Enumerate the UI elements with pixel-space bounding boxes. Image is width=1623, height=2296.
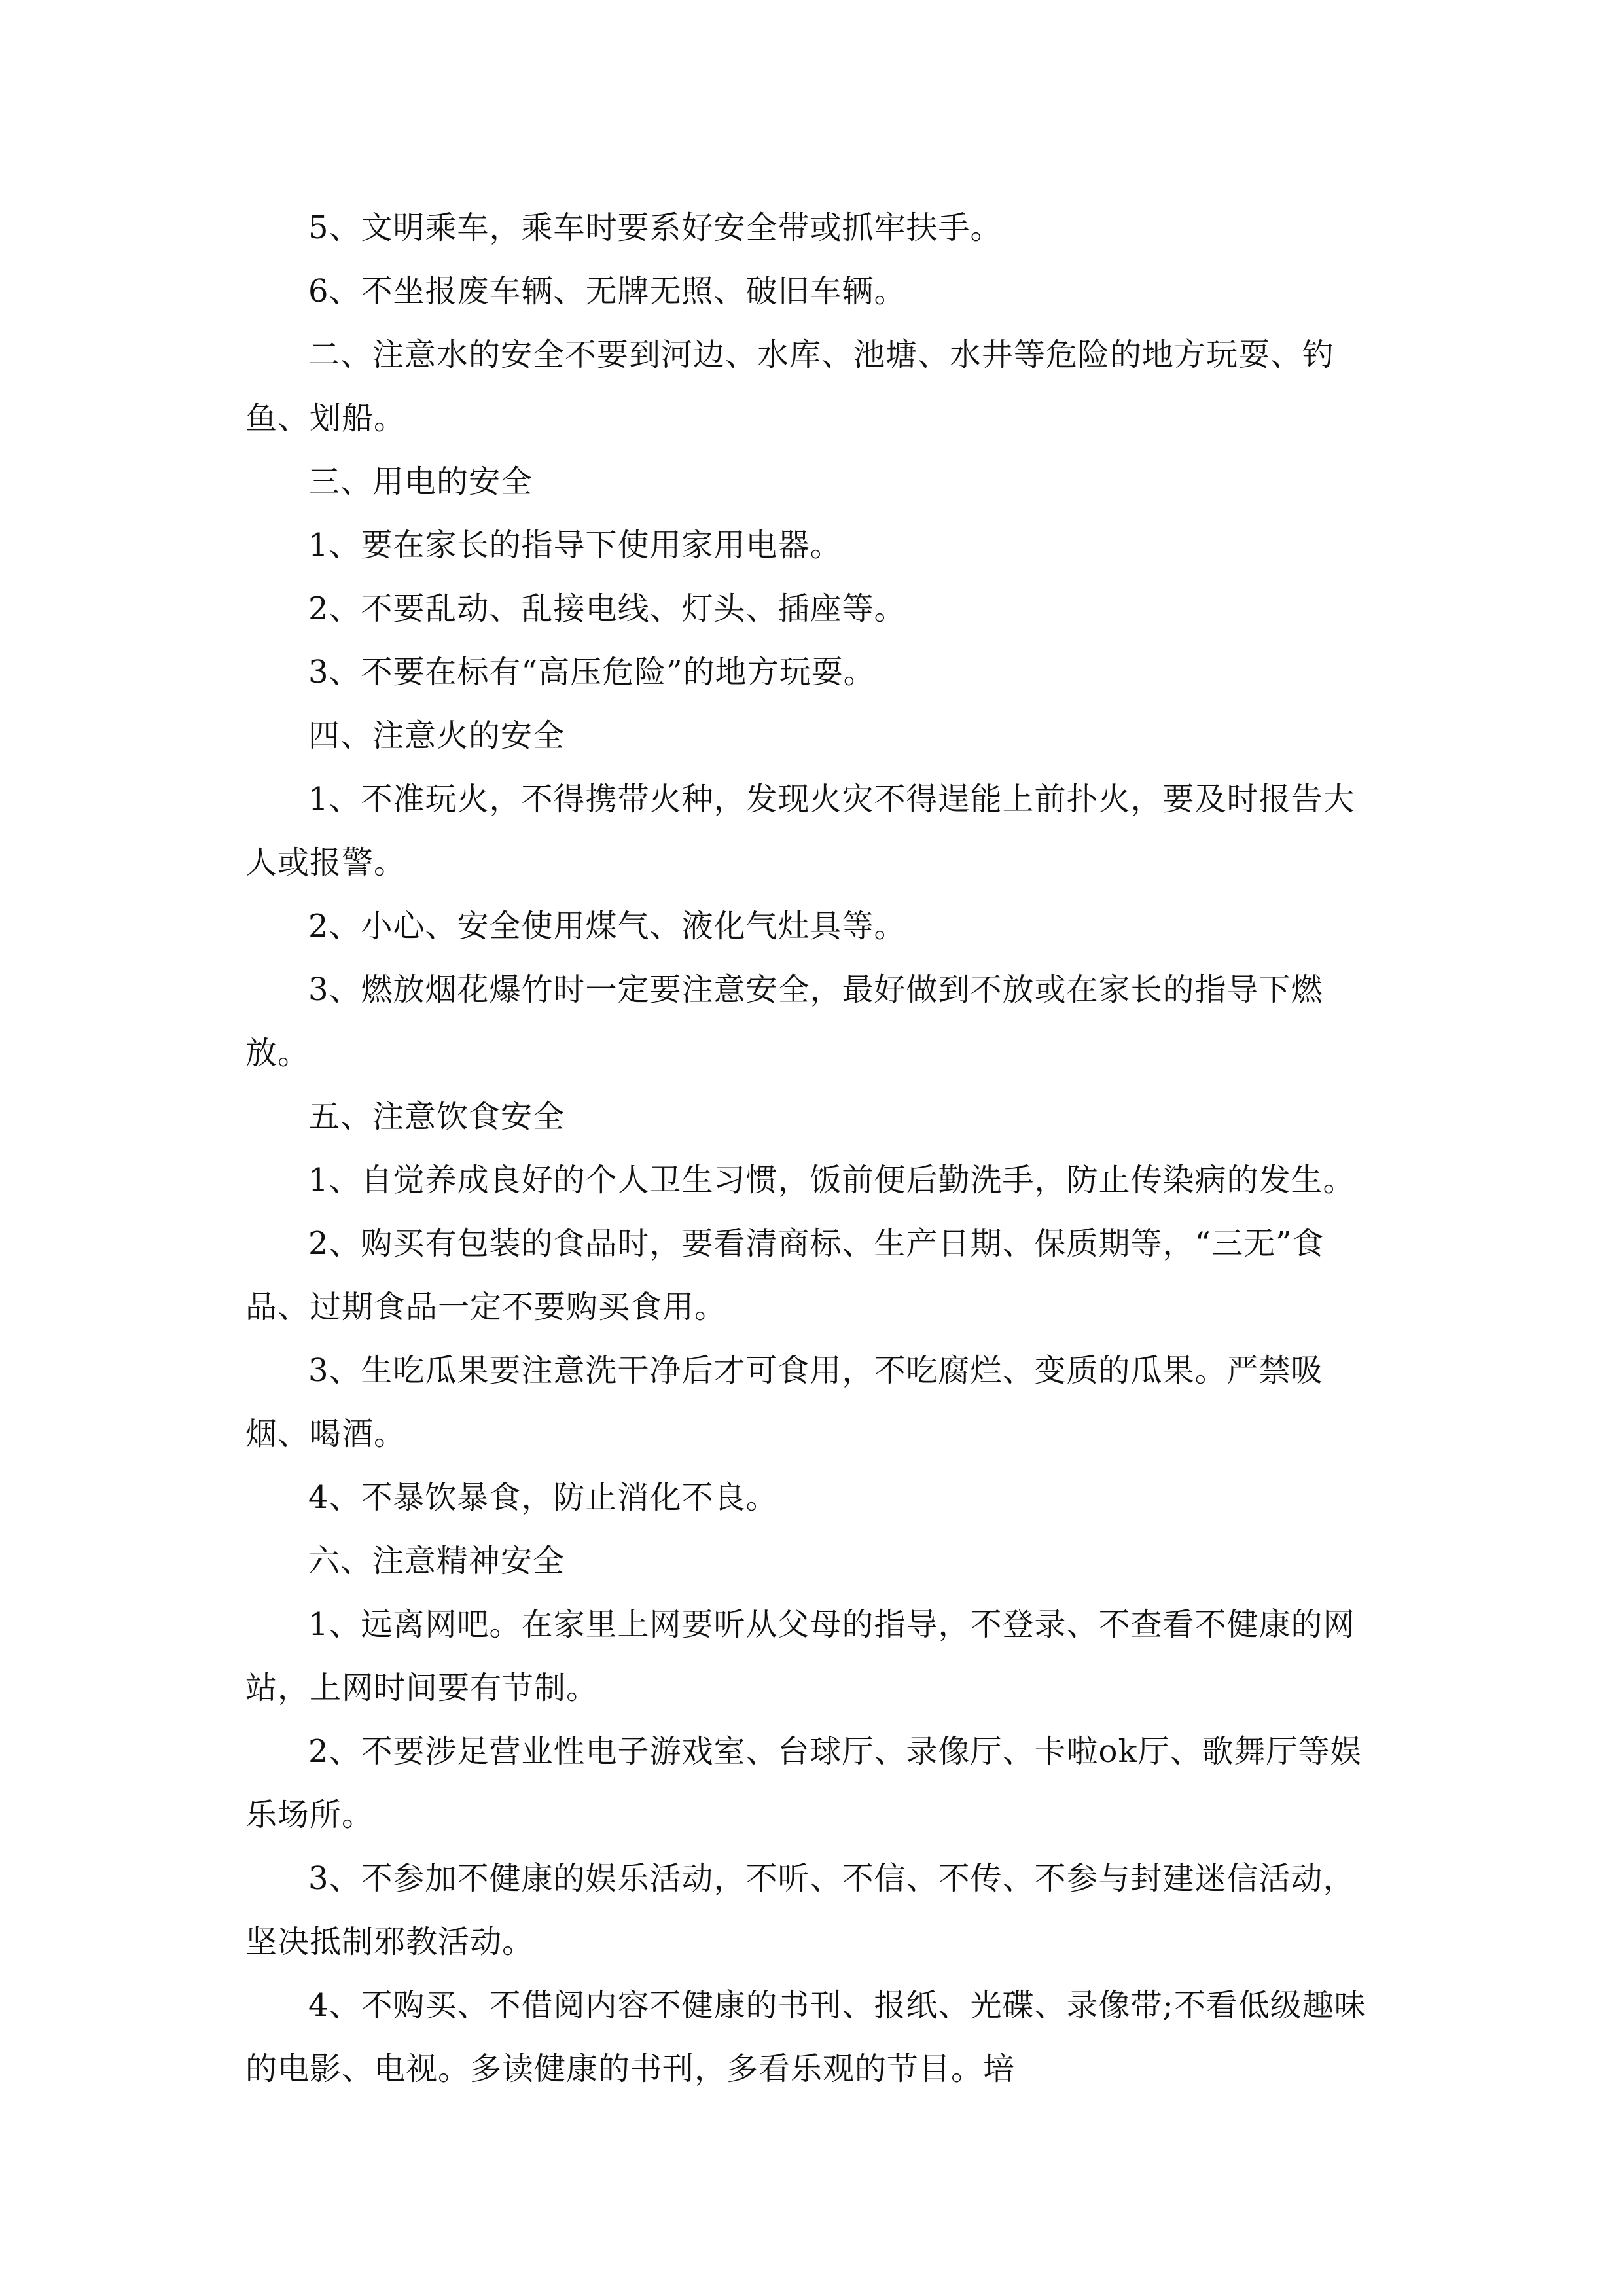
paragraph-food-2: 2、购买有包装的食品时，要看清商标、生产日期、保质期等，“三无”食品、过期食品一定不要购买食用。 — [245, 1225, 1325, 1325]
paragraph-fire-2: 2、小心、安全使用煤气、液化气灶具等。 — [308, 908, 906, 944]
section-heading-electricity: 三、用电的安全 — [308, 463, 533, 500]
paragraph-food-1: 1、自觉养成良好的个人卫生习惯，饭前便后勤洗手，防止传染病的发生。 — [308, 1162, 1355, 1198]
paragraph-electricity-1: 1、要在家长的指导下使用家用电器。 — [308, 527, 842, 564]
section-heading-fire: 四、注意火的安全 — [308, 717, 565, 754]
paragraph-mental-3: 3、不参加不健康的娱乐活动，不听、不信、不传、不参与封建迷信活动，坚决抵制邪教活动。 — [245, 1860, 1355, 1960]
paragraph-mental-4: 4、不购买、不借阅内容不健康的书刊、报纸、光碟、录像带;不看低级趣味的电影、电视。多读健康的书刊，多看乐观的节目。培 — [245, 1987, 1366, 2087]
document-body — [245, 196, 1384, 2101]
paragraph-mental-1: 1、远离网吧。在家里上网要听从父母的指导，不登录、不查看不健康的网站，上网时间要有节制。 — [245, 1606, 1355, 1706]
paragraph-food-4: 4、不暴饮暴食，防止消化不良。 — [308, 1479, 778, 1516]
paragraph-fire-1: 1、不准玩火，不得携带火种，发现火灾不得逞能上前扑火，要及时报告大人或报警。 — [245, 781, 1355, 881]
paragraph-fire-3: 3、燃放烟花爆竹时一定要注意安全，最好做到不放或在家长的指导下燃放。 — [245, 971, 1323, 1071]
section-water-safety: 二、注意水的安全不要到河边、水库、池塘、水井等危险的地方玩耍、钓鱼、划船。 — [245, 336, 1335, 437]
paragraph-mental-2: 2、不要涉足营业性电子游戏室、台球厅、录像厅、卡啦ok厅、歌舞厅等娱乐场所。 — [245, 1733, 1363, 1833]
section-heading-mental: 六、注意精神安全 — [308, 1543, 565, 1579]
section-heading-food: 五、注意饮食安全 — [308, 1098, 565, 1135]
paragraph-electricity-3: 3、不要在标有“高压危险”的地方玩耍。 — [308, 654, 876, 691]
paragraph-food-3: 3、生吃瓜果要注意洗干净后才可食用，不吃腐烂、变质的瓜果。严禁吸烟、喝酒。 — [245, 1352, 1323, 1452]
paragraph-electricity-2: 2、不要乱动、乱接电线、灯头、插座等。 — [308, 590, 906, 627]
paragraph-traffic-6: 6、不坐报废车辆、无牌无照、破旧车辆。 — [308, 273, 906, 310]
paragraph-traffic-5: 5、文明乘车，乘车时要系好安全带或抓牢扶手。 — [308, 209, 1003, 246]
